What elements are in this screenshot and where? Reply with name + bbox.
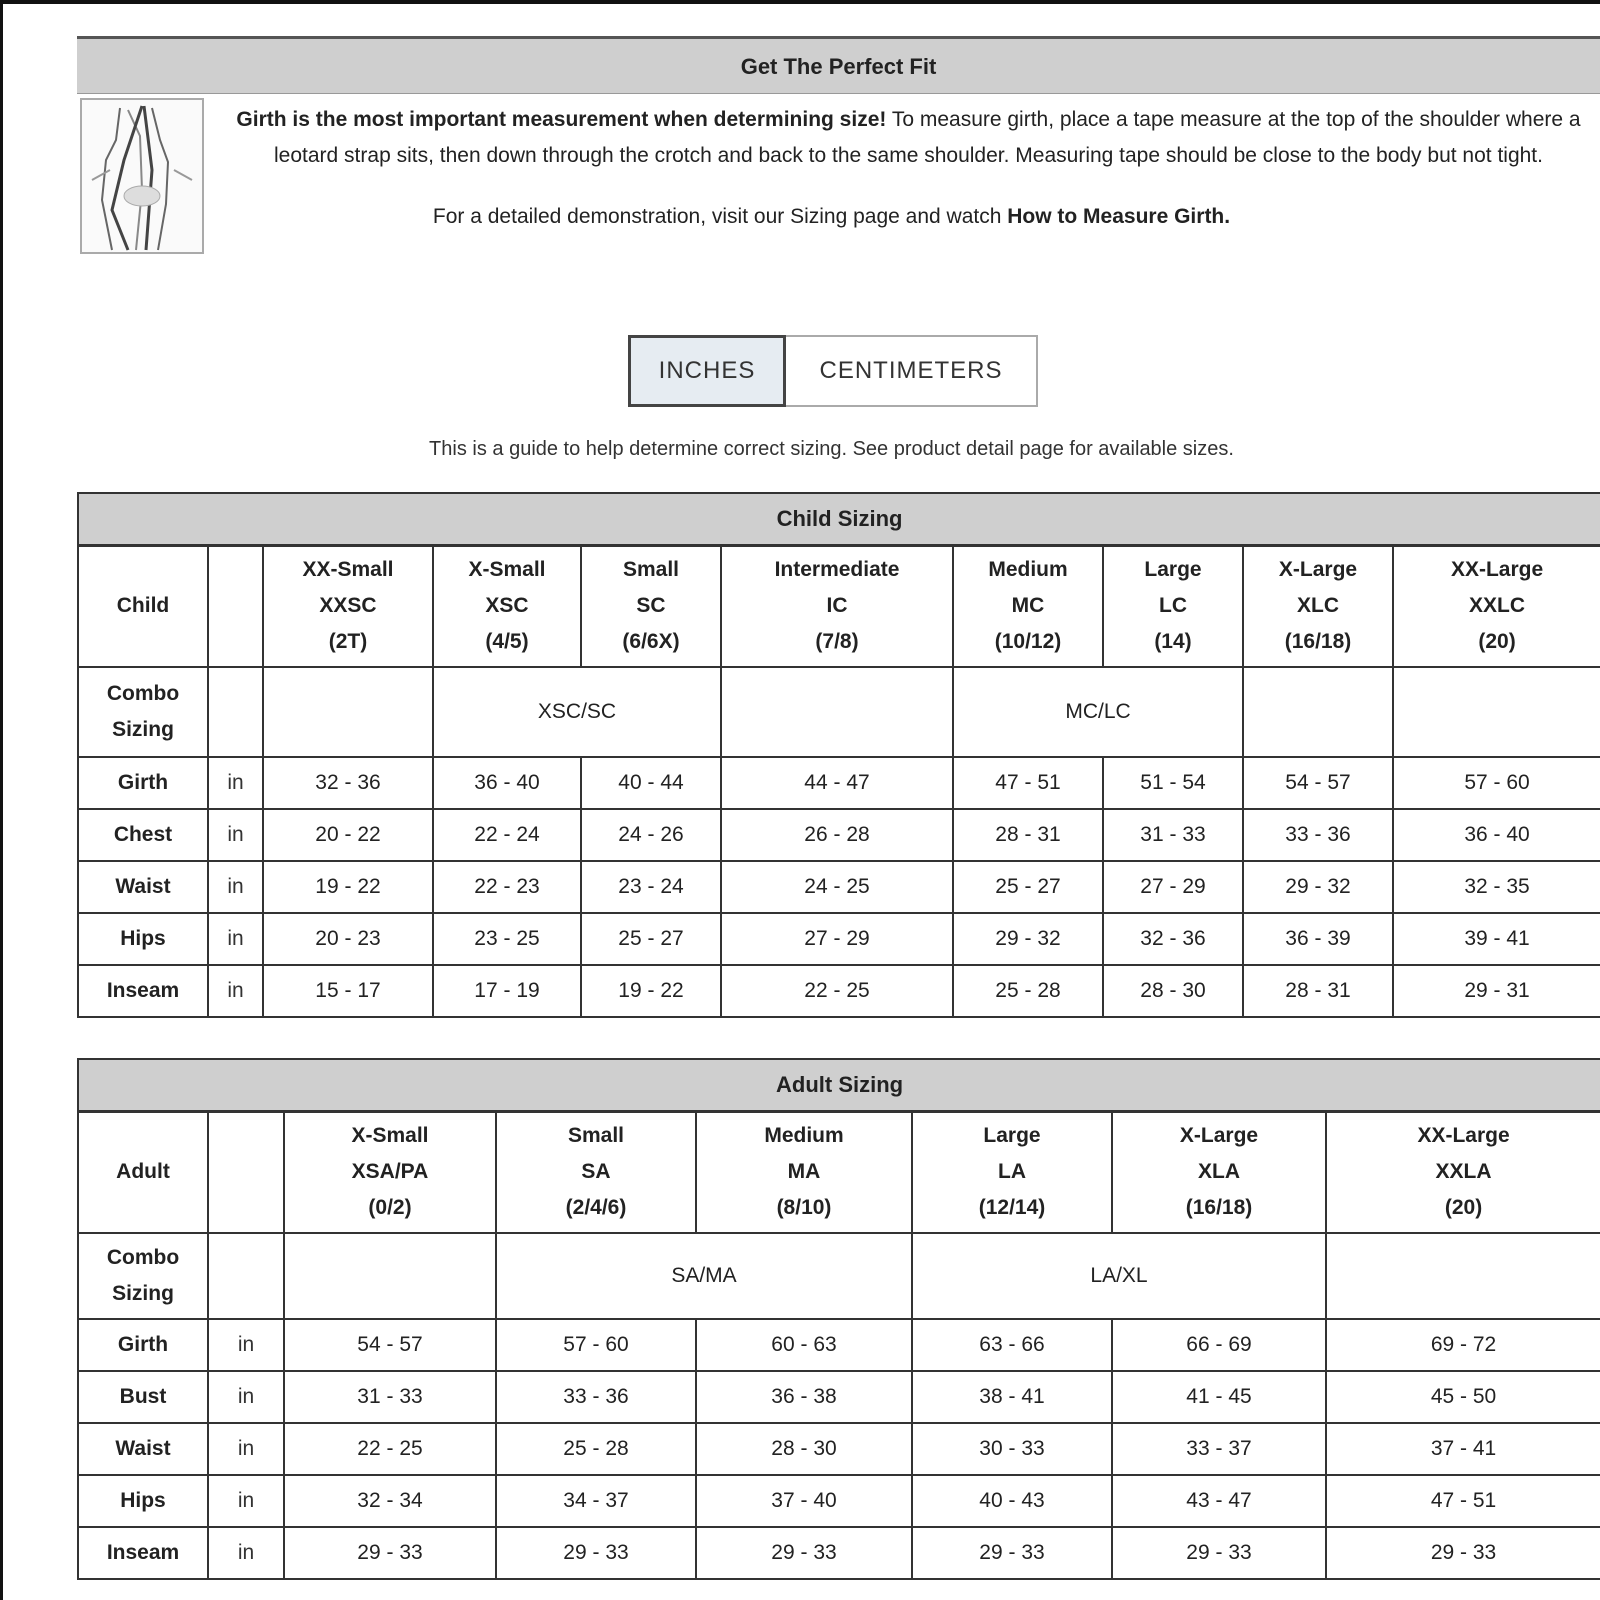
measurement-cell: 40 - 44 bbox=[581, 757, 721, 809]
combo-sizing-label: Combo Sizing bbox=[78, 667, 208, 757]
measurement-cell: 15 - 17 bbox=[263, 965, 433, 1017]
measurement-cell: 28 - 31 bbox=[953, 809, 1103, 861]
child-sizing-caption: Child Sizing bbox=[78, 493, 1600, 545]
table-row bbox=[78, 965, 1600, 1017]
measurement-cell: 20 - 23 bbox=[263, 913, 433, 965]
measurement-cell: 32 - 36 bbox=[263, 757, 433, 809]
measurement-cell: 36 - 38 bbox=[696, 1371, 912, 1423]
row-label: Girth bbox=[78, 757, 208, 809]
combo-value: XSC/SC bbox=[433, 667, 721, 757]
measurement-cell: 57 - 60 bbox=[1393, 757, 1600, 809]
measurement-cell: 47 - 51 bbox=[953, 757, 1103, 809]
measurement-cell: 27 - 29 bbox=[1103, 861, 1243, 913]
measurement-cell: 29 - 33 bbox=[1112, 1527, 1326, 1579]
measurement-cell: 54 - 57 bbox=[284, 1319, 496, 1371]
measurement-cell: 24 - 25 bbox=[721, 861, 953, 913]
table-cell bbox=[1393, 667, 1600, 757]
measurement-cell: 25 - 28 bbox=[953, 965, 1103, 1017]
measurement-cell: 32 - 34 bbox=[284, 1475, 496, 1527]
table-cell bbox=[1326, 1233, 1600, 1319]
combo-value: MC/LC bbox=[953, 667, 1243, 757]
adult-sizing-caption: Adult Sizing bbox=[78, 1059, 1600, 1111]
measurement-cell: 32 - 36 bbox=[1103, 913, 1243, 965]
table-row bbox=[78, 861, 1600, 913]
measurement-cell: 22 - 24 bbox=[433, 809, 581, 861]
measurement-cell: 28 - 31 bbox=[1243, 965, 1393, 1017]
combo-sizing-label: Combo Sizing bbox=[78, 1233, 208, 1319]
adult-measurement-rows bbox=[78, 1319, 1600, 1579]
adult-size-header: Medium MA (8/10) bbox=[696, 1111, 912, 1233]
measurement-cell: 24 - 26 bbox=[581, 809, 721, 861]
combo-value: SA/MA bbox=[496, 1233, 912, 1319]
unit-cell: in bbox=[208, 965, 263, 1017]
child-size-header: Small SC (6/6X) bbox=[581, 545, 721, 667]
table-cell bbox=[1243, 667, 1393, 757]
unit-cell: in bbox=[208, 1527, 284, 1579]
row-label: Chest bbox=[78, 809, 208, 861]
measurement-cell: 32 - 35 bbox=[1393, 861, 1600, 913]
row-label: Girth bbox=[78, 1319, 208, 1371]
adult-size-header-row bbox=[78, 1111, 1600, 1233]
perfect-fit-panel bbox=[77, 36, 1600, 354]
row-label: Waist bbox=[78, 861, 208, 913]
row-label: Hips bbox=[78, 913, 208, 965]
measurement-cell: 29 - 33 bbox=[912, 1527, 1112, 1579]
unit-cell: in bbox=[208, 913, 263, 965]
measurement-cell: 19 - 22 bbox=[263, 861, 433, 913]
measurement-cell: 28 - 30 bbox=[1103, 965, 1243, 1017]
table-row bbox=[78, 1371, 1600, 1423]
table-cell bbox=[284, 1233, 496, 1319]
table-cell bbox=[208, 667, 263, 757]
measurement-cell: 23 - 24 bbox=[581, 861, 721, 913]
child-measurement-rows bbox=[78, 757, 1600, 1017]
measurement-cell: 47 - 51 bbox=[1326, 1475, 1600, 1527]
child-size-header: XX-Small XXSC (2T) bbox=[263, 545, 433, 667]
unit-cell: in bbox=[208, 861, 263, 913]
unit-header-cell bbox=[208, 1111, 284, 1233]
perfect-fit-title: Get The Perfect Fit bbox=[77, 36, 1600, 94]
centimeters-button[interactable]: CENTIMETERS bbox=[786, 335, 1038, 407]
measurement-cell: 41 - 45 bbox=[1112, 1371, 1326, 1423]
inches-button[interactable]: INCHES bbox=[628, 335, 786, 407]
unit-cell: in bbox=[208, 757, 263, 809]
child-caption-row bbox=[78, 493, 1600, 545]
table-cell bbox=[263, 667, 433, 757]
measurement-cell: 19 - 22 bbox=[581, 965, 721, 1017]
adult-size-header: XX-Large XXLA (20) bbox=[1326, 1111, 1600, 1233]
measurement-cell: 29 - 33 bbox=[284, 1527, 496, 1579]
measurement-cell: 69 - 72 bbox=[1326, 1319, 1600, 1371]
demo-note-text: For a detailed demonstration, visit our Sizing page and watch bbox=[432, 205, 1008, 228]
row-label: Inseam bbox=[78, 965, 208, 1017]
child-size-header-row bbox=[78, 545, 1600, 667]
table-row bbox=[78, 1423, 1600, 1475]
adult-caption-row bbox=[78, 1059, 1600, 1111]
adult-combo-row bbox=[78, 1233, 1600, 1319]
measurement-cell: 57 - 60 bbox=[496, 1319, 696, 1371]
girth-instructions bbox=[217, 102, 1600, 174]
measurement-cell: 25 - 28 bbox=[496, 1423, 696, 1475]
measurement-cell: 29 - 33 bbox=[496, 1527, 696, 1579]
table-cell bbox=[208, 1233, 284, 1319]
row-label: Inseam bbox=[78, 1527, 208, 1579]
girth-instructions-text: To measure girth, place a tape measure at the top of the shoulder where a leotard strap sits, then down through the crotch and back to the same shoulder. Measuring tape should be close to the body but not tight. bbox=[274, 108, 1581, 167]
child-size-header: X-Small XSC (4/5) bbox=[433, 545, 581, 667]
measurement-cell: 43 - 47 bbox=[1112, 1475, 1326, 1527]
measurement-cell: 38 - 41 bbox=[912, 1371, 1112, 1423]
measurement-cell: 28 - 30 bbox=[696, 1423, 912, 1475]
measurement-cell: 37 - 41 bbox=[1326, 1423, 1600, 1475]
measurement-cell: 63 - 66 bbox=[912, 1319, 1112, 1371]
adult-size-header: Small SA (2/4/6) bbox=[496, 1111, 696, 1233]
child-corner-label: Child bbox=[78, 545, 208, 667]
measurement-cell: 33 - 36 bbox=[496, 1371, 696, 1423]
measurement-cell: 25 - 27 bbox=[581, 913, 721, 965]
row-label: Waist bbox=[78, 1423, 208, 1475]
measurement-cell: 22 - 23 bbox=[433, 861, 581, 913]
child-sizing-table bbox=[77, 492, 1600, 1018]
girth-measure-figure-icon bbox=[80, 98, 204, 254]
child-size-header: Intermediate IC (7/8) bbox=[721, 545, 953, 667]
measurement-cell: 30 - 33 bbox=[912, 1423, 1112, 1475]
measurement-cell: 29 - 33 bbox=[1326, 1527, 1600, 1579]
unit-toggle bbox=[628, 335, 1038, 407]
table-row bbox=[78, 809, 1600, 861]
measurement-cell: 17 - 19 bbox=[433, 965, 581, 1017]
row-label: Bust bbox=[78, 1371, 208, 1423]
measurement-cell: 37 - 40 bbox=[696, 1475, 912, 1527]
measurement-cell: 33 - 37 bbox=[1112, 1423, 1326, 1475]
measurement-cell: 36 - 40 bbox=[1393, 809, 1600, 861]
demo-note bbox=[0, 205, 1600, 229]
row-label: Hips bbox=[78, 1475, 208, 1527]
adult-corner-label: Adult bbox=[78, 1111, 208, 1233]
measurement-cell: 22 - 25 bbox=[284, 1423, 496, 1475]
table-row bbox=[78, 757, 1600, 809]
measurement-cell: 27 - 29 bbox=[721, 913, 953, 965]
measurement-cell: 29 - 32 bbox=[1243, 861, 1393, 913]
child-combo-row bbox=[78, 667, 1600, 757]
table-row bbox=[78, 1527, 1600, 1579]
unit-cell: in bbox=[208, 1371, 284, 1423]
measurement-cell: 22 - 25 bbox=[721, 965, 953, 1017]
measurement-cell: 29 - 32 bbox=[953, 913, 1103, 965]
measurement-cell: 25 - 27 bbox=[953, 861, 1103, 913]
unit-cell: in bbox=[208, 1475, 284, 1527]
measurement-cell: 45 - 50 bbox=[1326, 1371, 1600, 1423]
adult-size-header: Large LA (12/14) bbox=[912, 1111, 1112, 1233]
measurement-cell: 34 - 37 bbox=[496, 1475, 696, 1527]
measurement-cell: 26 - 28 bbox=[721, 809, 953, 861]
unit-cell: in bbox=[208, 1319, 284, 1371]
window-left-border bbox=[0, 0, 3, 1600]
measurement-cell: 33 - 36 bbox=[1243, 809, 1393, 861]
measurement-cell: 31 - 33 bbox=[284, 1371, 496, 1423]
child-size-header: X-Large XLC (16/18) bbox=[1243, 545, 1393, 667]
measurement-cell: 40 - 43 bbox=[912, 1475, 1112, 1527]
measurement-cell: 39 - 41 bbox=[1393, 913, 1600, 965]
unit-cell: in bbox=[208, 1423, 284, 1475]
measurement-cell: 20 - 22 bbox=[263, 809, 433, 861]
measurement-cell: 29 - 31 bbox=[1393, 965, 1600, 1017]
measurement-cell: 36 - 39 bbox=[1243, 913, 1393, 965]
measurement-cell: 36 - 40 bbox=[433, 757, 581, 809]
measurement-cell: 29 - 33 bbox=[696, 1527, 912, 1579]
table-row bbox=[78, 1319, 1600, 1371]
window-top-border bbox=[0, 0, 1600, 4]
adult-size-header: X-Small XSA/PA (0/2) bbox=[284, 1111, 496, 1233]
measurement-cell: 66 - 69 bbox=[1112, 1319, 1326, 1371]
measurement-cell: 44 - 47 bbox=[721, 757, 953, 809]
measurement-cell: 51 - 54 bbox=[1103, 757, 1243, 809]
measurement-cell: 54 - 57 bbox=[1243, 757, 1393, 809]
child-size-header: XX-Large XXLC (20) bbox=[1393, 545, 1600, 667]
adult-size-header: X-Large XLA (16/18) bbox=[1112, 1111, 1326, 1233]
table-row bbox=[78, 913, 1600, 965]
measurement-cell: 31 - 33 bbox=[1103, 809, 1243, 861]
table-cell bbox=[721, 667, 953, 757]
adult-sizing-table bbox=[77, 1058, 1600, 1580]
how-to-measure-girth-link[interactable]: How to Measure Girth. bbox=[1007, 205, 1231, 228]
combo-value: LA/XL bbox=[912, 1233, 1326, 1319]
girth-instructions-emphasis: Girth is the most important measurement when determining size! bbox=[236, 108, 887, 131]
table-row bbox=[78, 1475, 1600, 1527]
measurement-cell: 23 - 25 bbox=[433, 913, 581, 965]
child-size-header: Large LC (14) bbox=[1103, 545, 1243, 667]
measurement-cell: 60 - 63 bbox=[696, 1319, 912, 1371]
child-size-header: Medium MC (10/12) bbox=[953, 545, 1103, 667]
unit-header-cell bbox=[208, 545, 263, 667]
unit-cell: in bbox=[208, 809, 263, 861]
sizing-guide-note: This is a guide to help determine correct sizing. See product detail page for available sizes. bbox=[429, 438, 1234, 460]
